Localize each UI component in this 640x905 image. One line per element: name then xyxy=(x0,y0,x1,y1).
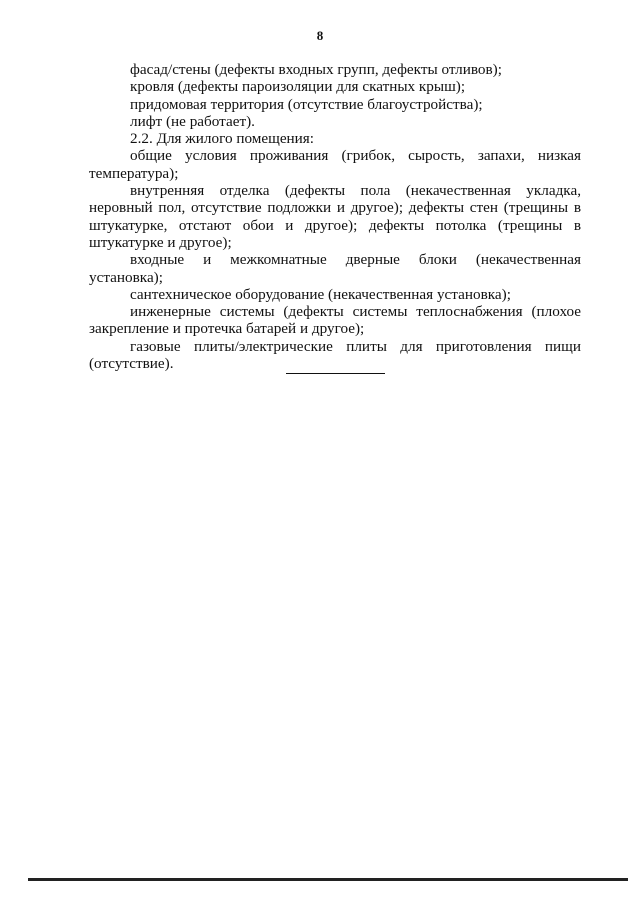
list-item-engineering-systems: инженерные системы (дефекты системы теплоснабжения (плохое закрепление и протечка батарей и другое); xyxy=(89,303,581,338)
list-item-facade: фасад/стены (дефекты входных групп, дефекты отливов); xyxy=(130,61,502,78)
scan-edge-line xyxy=(28,878,628,881)
list-item-interior-finish: внутренняя отделка (дефекты пола (некачественная укладка, неровный пол, отсутствие подложки и другое); дефекты стен (трещины в штукатурке, отстают обои и другое); дефекты потолка (трещины в штукатурке и другое); xyxy=(89,182,581,251)
list-item-elevator: лифт (не работает). xyxy=(130,112,255,130)
list-item-doors: входные и межкомнатные дверные блоки (некачественная установка); xyxy=(89,251,581,286)
document-body xyxy=(89,61,581,372)
page-number: 8 xyxy=(316,28,324,43)
list-item-roof: кровля (дефекты пароизоляции для скатных крыш); xyxy=(130,78,466,96)
end-separator-line xyxy=(286,373,385,374)
list-item-plumbing: сантехническое оборудование (некачественная установка); xyxy=(130,285,511,303)
list-item-yard: придомовая территория (отсутствие благоустройства); xyxy=(130,95,483,113)
section-heading-2-2: 2.2. Для жилого помещения: xyxy=(130,130,315,148)
list-item-living-conditions: общие условия проживания (грибок, сырость, запахи, низкая температура); xyxy=(89,147,581,182)
list-item-stoves: газовые плиты/электрические плиты для приготовления пищи (отсутствие). xyxy=(89,337,581,373)
